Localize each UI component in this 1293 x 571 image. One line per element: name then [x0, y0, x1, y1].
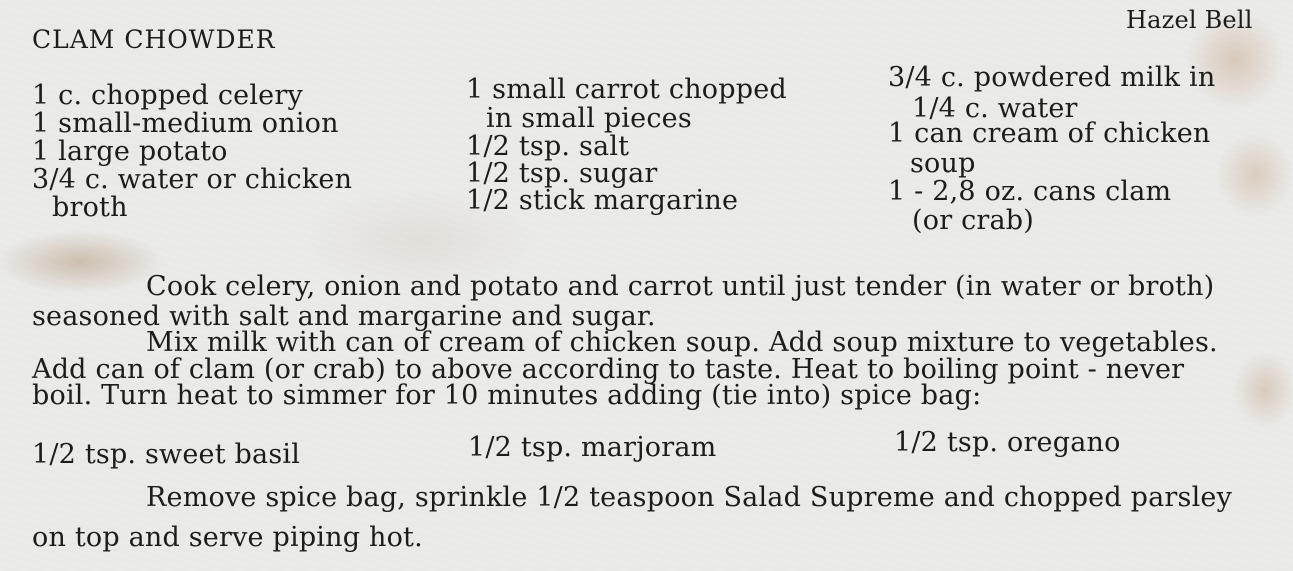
ingredient-line: 1 small carrot chopped: [466, 74, 787, 105]
ingredient-line: soup: [910, 148, 976, 179]
ingredient-line: 1 c. chopped celery: [32, 80, 303, 111]
ingredient-line: 1 can cream of chicken: [888, 118, 1211, 149]
spice-item: 1/2 tsp. oregano: [894, 427, 1121, 458]
ingredient-line: 1 large potato: [32, 136, 228, 167]
ingredient-line: 1/2 tsp. salt: [466, 131, 630, 162]
direction-line: Cook celery, onion and potato and carrot until just tender (in water or broth): [146, 271, 1215, 302]
ingredient-line: 1/2 tsp. sugar: [466, 158, 658, 189]
recipe-title: CLAM CHOWDER: [32, 25, 276, 54]
ingredient-line: 3/4 c. powdered milk in: [888, 62, 1216, 93]
direction-line: Add can of clam (or crab) to above according to taste. Heat to boiling point - never: [32, 354, 1185, 385]
ingredient-line: in small pieces: [486, 103, 692, 134]
ingredient-line: 1/4 c. water: [912, 93, 1078, 124]
direction-line: boil. Turn heat to simmer for 10 minutes adding (tie into) spice bag:: [32, 380, 982, 411]
ingredient-line: broth: [52, 192, 128, 223]
spice-item: 1/2 tsp. marjoram: [468, 432, 717, 463]
ingredient-line: 1 - 2,8 oz. cans clam: [888, 176, 1172, 207]
direction-line: Mix milk with can of cream of chicken soup. Add soup mixture to vegetables.: [146, 327, 1218, 358]
direction-line: seasoned with salt and margarine and sugar.: [32, 301, 656, 332]
finish-line: Remove spice bag, sprinkle 1/2 teaspoon Salad Supreme and chopped parsley: [146, 482, 1233, 513]
ingredient-line: 3/4 c. water or chicken: [32, 164, 353, 195]
spice-item: 1/2 tsp. sweet basil: [32, 439, 301, 470]
ingredient-line: 1/2 stick margarine: [466, 185, 739, 216]
ingredient-line: 1 small-medium onion: [32, 108, 339, 139]
ingredient-line: (or crab): [912, 205, 1035, 236]
recipe-author: Hazel Bell: [1126, 6, 1253, 34]
finish-line: on top and serve piping hot.: [32, 522, 423, 553]
